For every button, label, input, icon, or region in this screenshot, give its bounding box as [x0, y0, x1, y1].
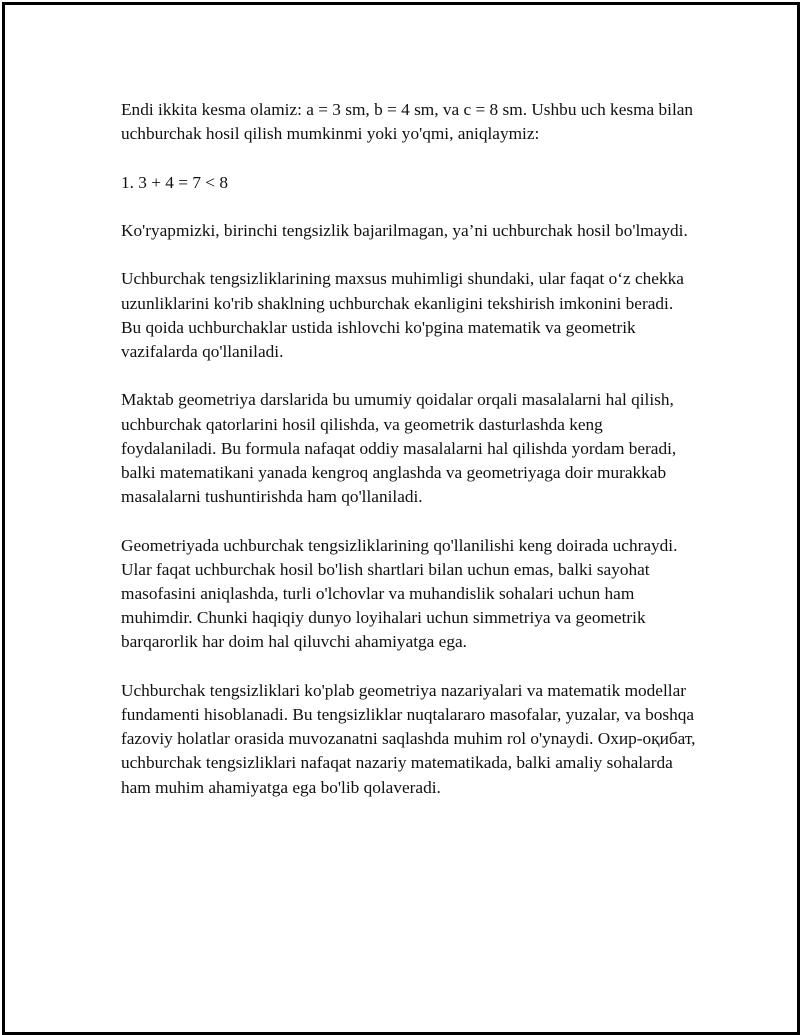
document-body [121, 98, 696, 824]
paragraph-school-geometry: Maktab geometriya darslarida bu umumiy qoidalar orqali masalalarni hal qilish, uchburchak qatorlarini hosil qilishda, va geometrik dasturlashda keng foydalaniladi. Bu formula nafaqat oddiy masalalarni hal qilishda yordam beradi, balki matematikani yanada kengroq anglashda va geometriyaga doir murakkab masalalarni tushuntirishda ham qo'llaniladi. [121, 390, 677, 507]
paragraph-importance: Uchburchak tengsizliklarining maxsus muhimligi shundaki, ular faqat o‘z chekka uzunliklarini ko'rib shaklning uchburchak ekanligini tekshirish imkonini beradi. Bu qoida uchburchaklar ustida ishlovchi ko'pgina matematik va geometrik vazifalarda qo'llaniladi. [121, 269, 684, 361]
paragraph-segments-intro: Endi ikkita kesma olamiz: a = 3 sm, b = 4 sm, va c = 8 sm. Ushbu uch kesma bilan uchburchak hosil qilish mumkinmi yoki yo'qmi, aniqlaymiz: [121, 100, 694, 144]
page-border [2, 2, 800, 1035]
paragraph-fundamentals: Uchburchak tengsizliklari ko'plab geometriya nazariyalari va matematik modellar fundamenti hisoblanadi. Bu tengsizliklar nuqtalararo masofalar, yuzalar, va boshqa fazoviy holatlar orasida muvozanatni saqlashda muhim rol o'ynaydi. Охир-оқибат, uchburchak tengsizliklari nafaqat nazariy matematikada, balki amaliy sohalarda ham muhim ahamiyatga ega bo'lib qolaveradi. [121, 680, 696, 797]
paragraph-applications: Geometriyada uchburchak tengsizliklarining qo'llanilishi keng doirada uchraydi. Ular faqat uchburchak hosil bo'lish shartlari bilan uchun emas, balki sayohat masofasini aniqlashda, turli o'lchovlar va muhandislik sohalari uchun ham muhimdir. Chunki haqiqiy dunyo loyihalari uchun simmetriya va geometrik barqarorlik har doim hal qiluvchi ahamiyatga ega. [121, 535, 678, 652]
paragraph-conclusion: Ko'ryapmizki, birinchi tengsizlik bajarilmagan, ya’ni uchburchak hosil bo'lmaydi. [121, 220, 688, 240]
paragraph-inequality-check: 1. 3 + 4 = 7 < 8 [121, 172, 229, 192]
